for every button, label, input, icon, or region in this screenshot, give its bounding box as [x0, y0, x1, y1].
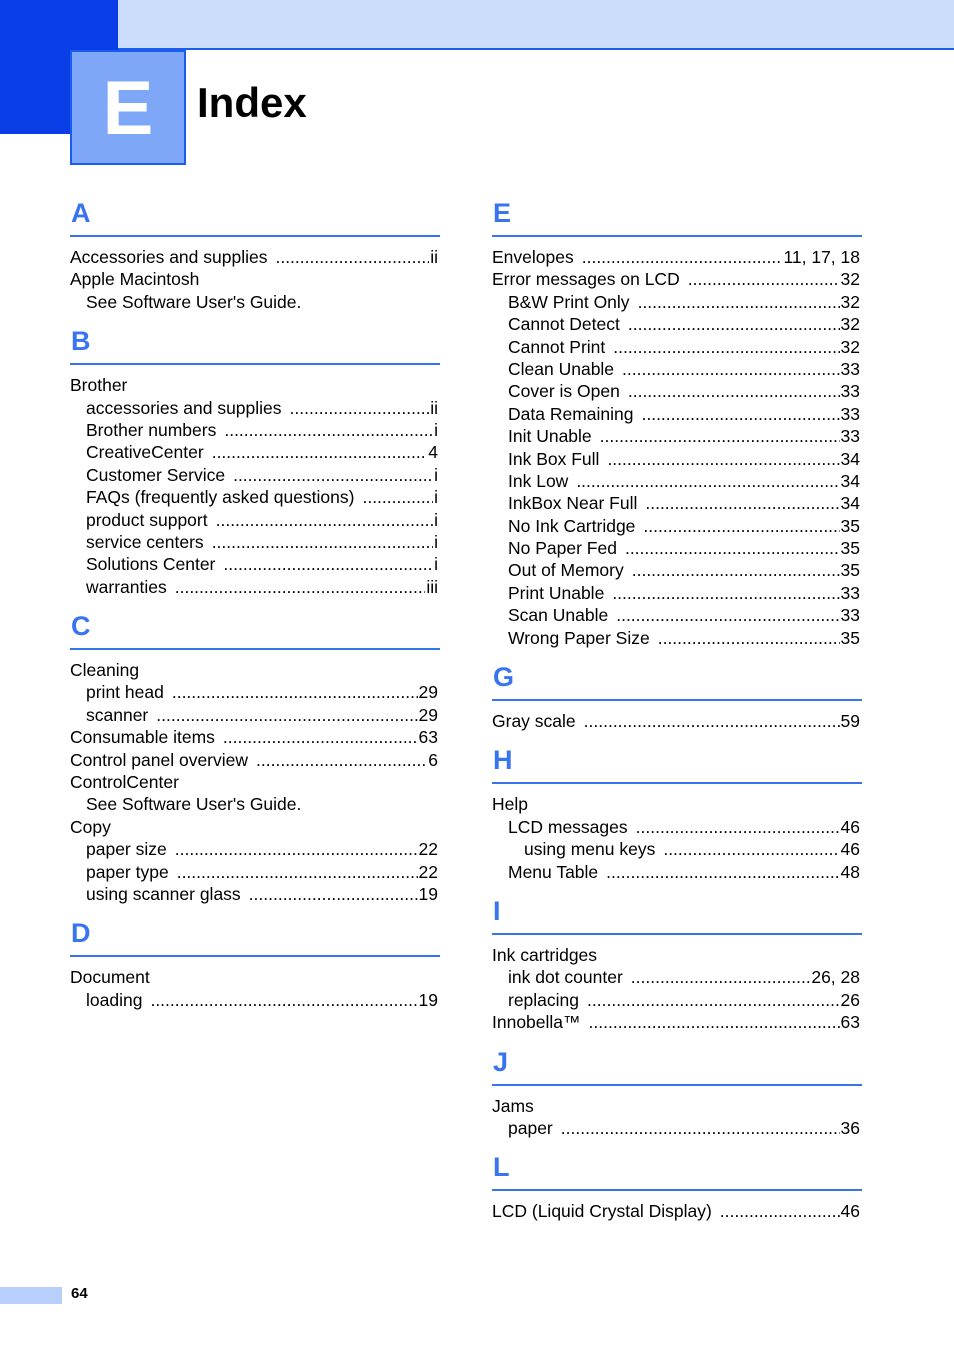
index-entry — [492, 1095, 862, 1117]
dot-leader — [658, 627, 840, 649]
entry-page-ref[interactable]: i — [434, 554, 438, 575]
index-entry — [492, 470, 862, 492]
index-section-e — [492, 197, 862, 661]
dot-leader — [600, 425, 840, 447]
dot-leader — [561, 1117, 840, 1139]
dot-leader — [628, 380, 840, 402]
entry-page-ref[interactable]: 11, 17, 18 — [783, 247, 860, 267]
entry-page-ref[interactable]: ii — [430, 397, 438, 418]
index-entry — [70, 771, 440, 793]
index-entry — [492, 559, 862, 581]
entry-page-ref[interactable]: 29 — [418, 704, 438, 725]
index-entry — [492, 861, 862, 883]
section-entries — [70, 650, 440, 917]
index-entry — [70, 531, 440, 553]
index-entry — [70, 726, 440, 748]
index-entry — [492, 537, 862, 559]
entry-term: FAQs (frequently asked questions) — [86, 487, 355, 508]
index-entry — [70, 816, 440, 838]
entry-page-ref[interactable]: 4 — [428, 442, 438, 463]
section-heading: J — [492, 1046, 862, 1086]
index-entry — [70, 883, 440, 905]
entry-term: Cover is Open — [508, 381, 620, 402]
section-entries — [70, 957, 440, 1023]
chapter-letter-box — [70, 50, 186, 165]
index-entry — [70, 966, 440, 988]
section-heading: D — [70, 917, 440, 957]
entry-page-ref[interactable]: 48 — [840, 861, 860, 882]
entry-term: Copy — [70, 816, 111, 837]
index-section-l — [492, 1151, 862, 1234]
index-entry — [70, 441, 440, 463]
index-entry — [492, 380, 862, 402]
entry-term: No Ink Cartridge — [508, 515, 636, 536]
entry-term: Help — [492, 794, 528, 815]
entry-term: Control panel overview — [70, 749, 249, 770]
dot-leader — [612, 582, 839, 604]
entry-term: Solutions Center — [86, 554, 216, 575]
index-entry — [70, 509, 440, 531]
dot-leader — [616, 604, 839, 626]
index-entry — [492, 1011, 862, 1033]
entry-page-ref[interactable]: 46 — [840, 816, 860, 837]
entry-term: Gray scale — [492, 711, 576, 732]
entry-term: product support — [86, 509, 208, 530]
section-heading: A — [70, 197, 440, 237]
dot-leader — [628, 313, 840, 335]
index-section-d — [70, 917, 440, 1023]
dot-leader — [622, 358, 839, 380]
dot-leader — [233, 464, 433, 486]
index-entry — [492, 838, 862, 860]
entry-term: See Software User's Guide. — [86, 794, 302, 815]
index-entry — [492, 492, 862, 514]
index-entry — [492, 246, 862, 268]
page-title: Index — [197, 79, 307, 126]
dot-leader — [607, 448, 839, 470]
dot-leader — [156, 704, 417, 726]
entry-page-ref[interactable]: 33 — [840, 426, 860, 447]
index-column-right — [492, 197, 862, 1235]
dot-leader — [177, 861, 418, 883]
index-entry — [70, 397, 440, 419]
entry-term: Ink cartridges — [492, 944, 598, 965]
index-entry — [492, 604, 862, 626]
entry-term: Data Remaining — [508, 403, 634, 424]
dot-leader — [362, 486, 433, 508]
dot-leader — [212, 531, 433, 553]
entry-page-ref[interactable]: 32 — [840, 269, 860, 290]
entry-page-ref[interactable]: 33 — [840, 381, 860, 402]
index-entry — [70, 486, 440, 508]
entry-term: No Paper Fed — [508, 538, 617, 559]
entry-term: Document — [70, 967, 150, 988]
section-entries — [70, 237, 440, 325]
entry-page-ref[interactable]: 22 — [418, 839, 438, 860]
index-entry — [492, 793, 862, 815]
index-section-a — [70, 197, 440, 325]
dot-leader — [638, 291, 840, 313]
dot-leader — [223, 726, 418, 748]
entry-page-ref[interactable]: 35 — [840, 627, 860, 648]
index-entry — [70, 861, 440, 883]
index-section-c — [70, 610, 440, 917]
index-entry — [70, 838, 440, 860]
entry-term: warranties — [86, 576, 167, 597]
index-entry — [492, 291, 862, 313]
index-entry — [492, 966, 862, 988]
dot-leader — [643, 515, 839, 537]
entry-term: InkBox Near Full — [508, 493, 638, 514]
entry-page-ref[interactable]: 33 — [840, 605, 860, 626]
entry-term: B&W Print Only — [508, 291, 630, 312]
entry-term: See Software User's Guide. — [86, 291, 302, 312]
dot-leader — [641, 403, 839, 425]
entry-term: Customer Service — [86, 464, 226, 485]
entry-page-ref[interactable]: 32 — [840, 291, 860, 312]
section-entries — [492, 1086, 862, 1152]
entry-term: Ink Low — [508, 470, 569, 491]
entry-term: Error messages on LCD — [492, 269, 680, 290]
entry-page-ref[interactable]: 6 — [428, 749, 438, 770]
index-entry — [492, 1200, 862, 1222]
index-entry — [70, 246, 440, 268]
entry-page-ref[interactable]: 33 — [840, 582, 860, 603]
entry-page-ref[interactable]: 46 — [840, 839, 860, 860]
entry-page-ref[interactable]: i — [434, 531, 438, 552]
dot-leader — [613, 336, 839, 358]
index-entry — [70, 553, 440, 575]
entry-page-ref[interactable]: ii — [430, 247, 438, 267]
entry-page-ref[interactable]: 22 — [418, 861, 438, 882]
index-entry — [492, 816, 862, 838]
dot-leader — [606, 861, 839, 883]
section-entries — [492, 237, 862, 661]
entry-page-ref[interactable]: i — [434, 509, 438, 530]
index-section-i — [492, 895, 862, 1046]
index-entry — [70, 793, 440, 815]
index-entry — [70, 681, 440, 703]
dot-leader — [636, 816, 840, 838]
index-entry — [492, 425, 862, 447]
entry-term: Init Unable — [508, 426, 592, 447]
dot-leader — [223, 553, 433, 575]
entry-term: Print Unable — [508, 582, 605, 603]
entry-term: Clean Unable — [508, 358, 615, 379]
section-heading: I — [492, 895, 862, 935]
dot-leader — [175, 576, 426, 598]
footer-bar — [0, 1287, 62, 1304]
entry-term: ink dot counter — [508, 967, 623, 988]
dot-leader — [216, 509, 434, 531]
entry-term: Wrong Paper Size — [508, 627, 650, 648]
entry-term: replacing — [508, 989, 580, 1010]
dot-leader — [582, 246, 783, 268]
entry-page-ref[interactable]: 63 — [840, 1012, 860, 1033]
index-entry — [492, 313, 862, 335]
entry-page-ref[interactable]: 46 — [840, 1201, 860, 1222]
dot-leader — [212, 441, 428, 463]
entry-term: CreativeCenter — [86, 442, 204, 463]
section-entries — [70, 365, 440, 610]
entry-term: paper size — [86, 839, 167, 860]
entry-term: Cleaning — [70, 660, 140, 681]
entry-term: Jams — [492, 1095, 534, 1116]
entry-page-ref[interactable]: 29 — [418, 682, 438, 703]
entry-page-ref[interactable]: 34 — [840, 470, 860, 491]
entry-term: Cannot Print — [508, 336, 606, 357]
section-entries — [492, 1191, 862, 1234]
index-column-left — [70, 197, 440, 1023]
dot-leader — [645, 492, 839, 514]
entry-page-ref[interactable]: 26, 28 — [811, 967, 860, 988]
index-section-h — [492, 744, 862, 895]
index-entry — [492, 448, 862, 470]
section-entries — [492, 784, 862, 895]
index-entry — [492, 944, 862, 966]
index-entry — [492, 515, 862, 537]
section-heading: B — [70, 325, 440, 365]
entry-term: loading — [86, 989, 143, 1010]
index-entry — [70, 576, 440, 598]
entry-term: Envelopes — [492, 247, 574, 267]
entry-page-ref[interactable]: 33 — [840, 403, 860, 424]
index-entry — [70, 659, 440, 681]
section-heading: C — [70, 610, 440, 650]
entry-term: Brother numbers — [86, 419, 217, 440]
entry-page-ref[interactable]: 35 — [840, 538, 860, 559]
dot-leader — [584, 710, 840, 732]
dot-leader — [256, 749, 427, 771]
section-heading: E — [492, 197, 862, 237]
entry-page-ref[interactable]: 35 — [840, 560, 860, 581]
dot-leader — [625, 537, 840, 559]
entry-page-ref[interactable]: i — [434, 464, 438, 485]
entry-term: Consumable items — [70, 727, 215, 748]
dot-leader — [150, 989, 417, 1011]
dot-leader — [576, 470, 839, 492]
entry-term: Ink Box Full — [508, 448, 600, 469]
index-entry — [492, 336, 862, 358]
index-entry — [70, 749, 440, 771]
index-entry — [492, 268, 862, 290]
dot-leader — [663, 838, 839, 860]
entry-page-ref[interactable]: 33 — [840, 358, 860, 379]
dot-leader — [275, 246, 429, 268]
entry-page-ref[interactable]: 34 — [840, 448, 860, 469]
entry-term: print head — [86, 682, 164, 703]
entry-page-ref[interactable]: 32 — [840, 314, 860, 335]
entry-page-ref[interactable]: 34 — [840, 493, 860, 514]
entry-term: using scanner glass — [86, 883, 241, 904]
entry-term: accessories and supplies — [86, 397, 282, 418]
section-heading: H — [492, 744, 862, 784]
dot-leader — [290, 397, 430, 419]
index-entry — [492, 710, 862, 732]
chapter-letter: E — [102, 66, 154, 151]
dot-leader — [631, 966, 811, 988]
entry-page-ref[interactable]: 26 — [840, 989, 860, 1010]
index-entry — [70, 989, 440, 1011]
entry-page-ref[interactable]: i — [434, 419, 438, 440]
dot-leader — [720, 1200, 840, 1222]
section-entries — [492, 701, 862, 744]
entry-term: Menu Table — [508, 861, 599, 882]
entry-term: Cannot Detect — [508, 314, 620, 335]
index-entry — [70, 704, 440, 726]
entry-page-ref[interactable]: 63 — [418, 727, 438, 748]
index-entry — [70, 419, 440, 441]
entry-term: LCD (Liquid Crystal Display) — [492, 1201, 712, 1222]
entry-term: Out of Memory — [508, 560, 624, 581]
index-entry — [70, 291, 440, 313]
entry-page-ref[interactable]: 36 — [840, 1117, 860, 1138]
dot-leader — [224, 419, 433, 441]
entry-term: LCD messages — [508, 816, 628, 837]
index-entry — [70, 268, 440, 290]
dot-leader — [587, 989, 840, 1011]
entry-page-ref[interactable]: i — [434, 487, 438, 508]
entry-page-ref[interactable]: 19 — [418, 883, 438, 904]
index-entry — [70, 464, 440, 486]
entry-term: Accessories and supplies — [70, 247, 268, 267]
entry-term: ControlCenter — [70, 772, 179, 793]
entry-term: Scan Unable — [508, 605, 609, 626]
entry-term: Brother — [70, 375, 128, 396]
entry-term: paper type — [86, 861, 169, 882]
index-entry — [492, 1117, 862, 1139]
section-heading: G — [492, 661, 862, 701]
page-number: 64 — [71, 1285, 88, 1302]
dot-leader — [175, 838, 418, 860]
dot-leader — [249, 883, 418, 905]
dot-leader — [632, 559, 840, 581]
entry-page-ref[interactable]: 59 — [840, 711, 860, 732]
entry-page-ref[interactable]: 35 — [840, 515, 860, 536]
entry-term: paper — [508, 1117, 553, 1138]
index-entry — [492, 358, 862, 380]
index-entry — [492, 627, 862, 649]
dot-leader — [589, 1011, 840, 1033]
index-section-g — [492, 661, 862, 744]
header-band — [118, 0, 954, 50]
dot-leader — [688, 268, 840, 290]
entry-term: Apple Macintosh — [70, 269, 200, 290]
index-entry — [492, 403, 862, 425]
entry-page-ref[interactable]: iii — [426, 576, 438, 597]
index-section-b — [70, 325, 440, 610]
index-section-j — [492, 1046, 862, 1152]
section-entries — [492, 935, 862, 1046]
entry-term: scanner — [86, 704, 149, 725]
section-heading: L — [492, 1151, 862, 1191]
index-entry — [492, 582, 862, 604]
index-entry — [70, 374, 440, 396]
entry-page-ref[interactable]: 32 — [840, 336, 860, 357]
entry-page-ref[interactable]: 19 — [418, 989, 438, 1010]
entry-term: using menu keys — [524, 839, 656, 860]
entry-term: service centers — [86, 531, 204, 552]
index-entry — [492, 989, 862, 1011]
entry-term: Innobella™ — [492, 1012, 581, 1033]
dot-leader — [172, 681, 418, 703]
